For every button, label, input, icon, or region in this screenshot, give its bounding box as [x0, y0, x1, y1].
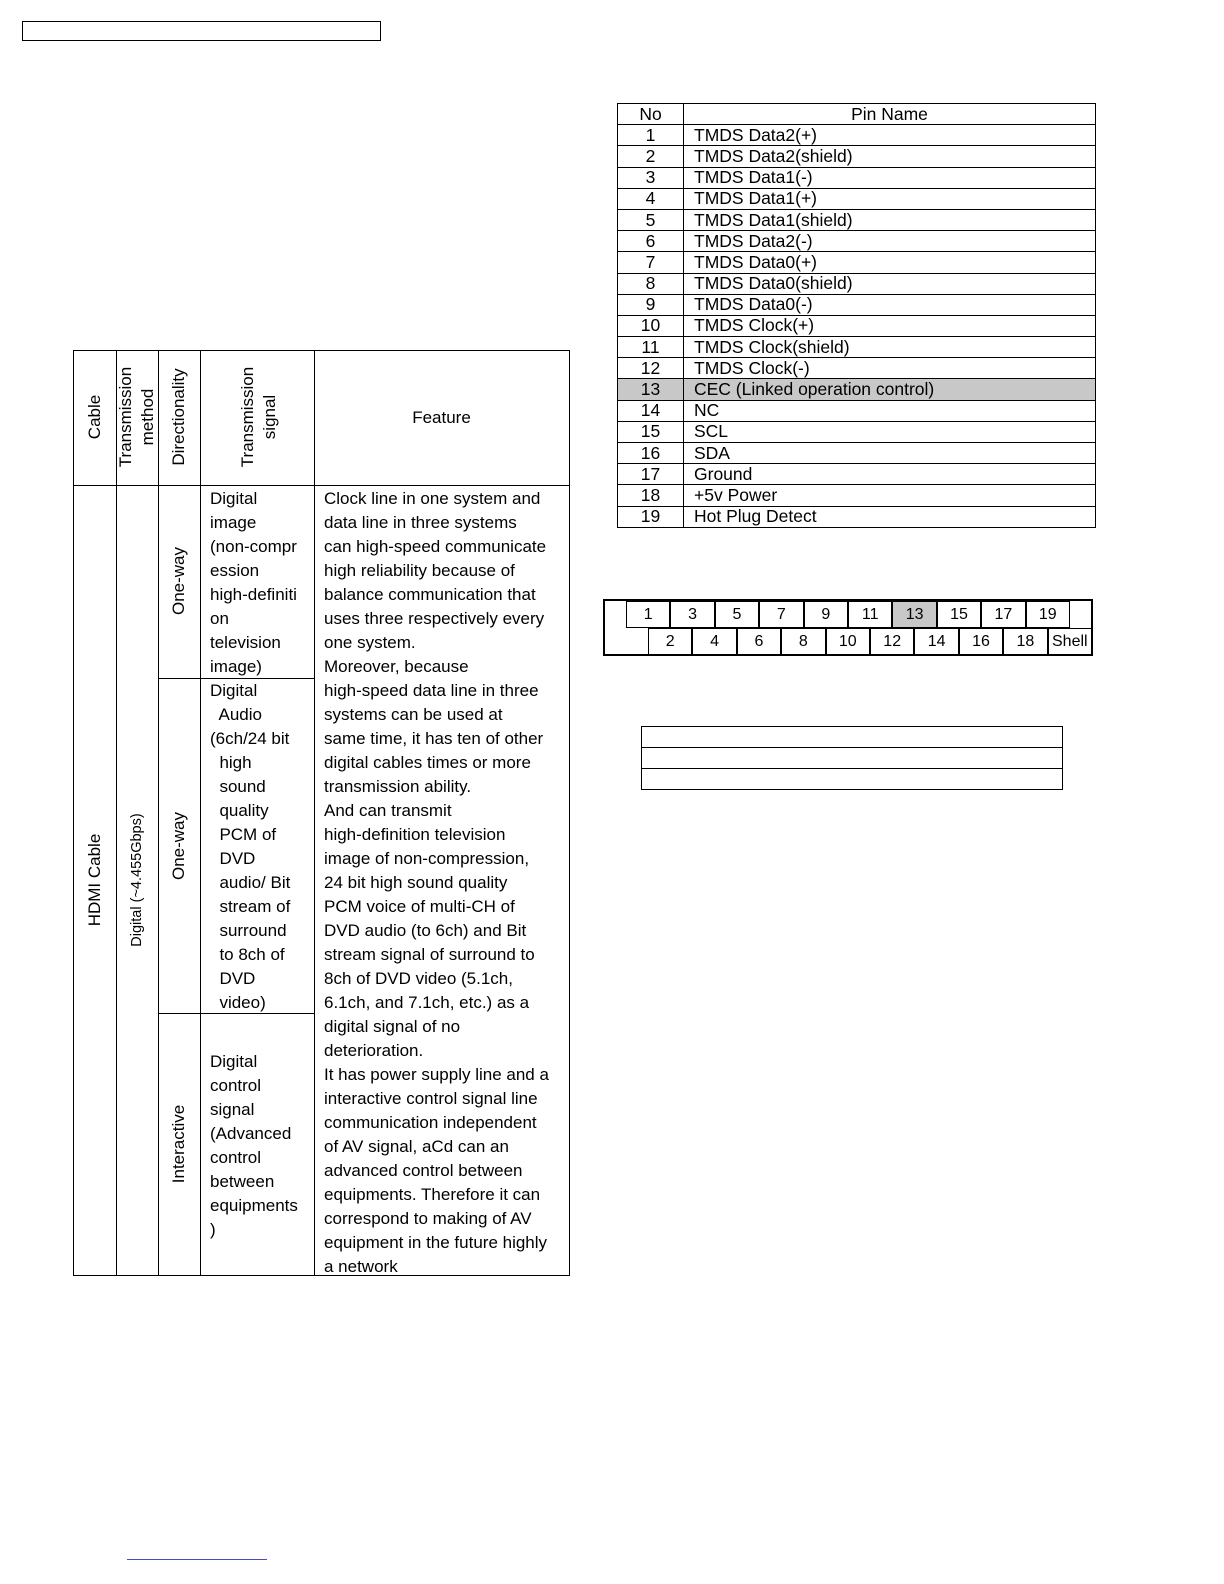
pin-no: 17: [618, 464, 684, 485]
connector-pin-4: 4: [692, 628, 736, 655]
table-row: [618, 252, 1096, 273]
pin-name: TMDS Data1(-): [684, 167, 1096, 188]
table-row: [618, 421, 1096, 442]
empty-table: [641, 726, 1063, 790]
pin-header-no: No: [618, 104, 684, 125]
pin-name: TMDS Data0(+): [684, 252, 1096, 273]
table-row: [618, 125, 1096, 146]
table-row: [618, 379, 1096, 400]
pin-no: 12: [618, 358, 684, 379]
pin-no: 6: [618, 231, 684, 252]
pin-no: 3: [618, 167, 684, 188]
pin-header-name: Pin Name: [684, 104, 1096, 125]
pin-name: TMDS Clock(+): [684, 315, 1096, 336]
cable-value: HDMI Cable: [85, 833, 104, 927]
pin-name: NC: [684, 400, 1096, 421]
connector-pin-12: 12: [870, 628, 914, 655]
pin-no: 8: [618, 273, 684, 294]
connector-pin-10: 10: [826, 628, 870, 655]
connector-pin-1: 1: [626, 601, 670, 628]
table-row: [618, 209, 1096, 230]
table-row: [618, 400, 1096, 421]
pin-name: +5v Power: [684, 485, 1096, 506]
connector-pin-13: 13: [892, 601, 936, 628]
pin-no: 13: [618, 379, 684, 400]
pin-name: TMDS Data1(shield): [684, 209, 1096, 230]
header-feature: Feature: [412, 408, 471, 427]
direction-row-1: One-way: [169, 546, 188, 616]
table-row: [618, 485, 1096, 506]
feature-table: [73, 350, 570, 1276]
pin-no: 18: [618, 485, 684, 506]
pin-name: CEC (Linked operation control): [684, 379, 1096, 400]
hdmi-connector-diagram: [603, 599, 1093, 656]
pin-name: TMDS Data2(-): [684, 231, 1096, 252]
pin-name: TMDS Data1(+): [684, 188, 1096, 209]
connector-pin-19: 19: [1026, 601, 1070, 628]
table-row: [642, 727, 1063, 748]
table-row: [618, 337, 1096, 358]
pin-name: SDA: [684, 443, 1096, 464]
pin-no: 7: [618, 252, 684, 273]
feature-text: Clock line in one system and data line in three systems can high-speed communicate high reliability because of balance communication that uses three respectively every one system. Moreover, because high-speed data line in three systems can be used at same time, it has ten of other digital cables times or more transmission ability. And can transmit high-definition television image of non-compression, 24 bit high sound quality PCM voice of multi-CH of DVD audio (to 6ch) and Bit stream signal of surround to 8ch of DVD video (5.1ch, 6.1ch, and 7.1ch, etc.) as a digital signal of no deterioration. It has power supply line and a interactive control signal line communication independent of AV signal, aCd can an advanced control between equipments. Therefore it can correspond to making of AV equipment in the future highly a network: [324, 489, 549, 1276]
connector-pin-17: 17: [981, 601, 1025, 628]
table-row: [618, 506, 1096, 527]
pin-name: SCL: [684, 421, 1096, 442]
pin-no: 1: [618, 125, 684, 146]
pin-name: TMDS Clock(-): [684, 358, 1096, 379]
pin-name: TMDS Data2(+): [684, 125, 1096, 146]
pin-no: 15: [618, 421, 684, 442]
header-transmission-method: Transmission method: [116, 366, 157, 468]
table-row: [618, 231, 1096, 252]
pin-name: TMDS Clock(shield): [684, 337, 1096, 358]
pin-no: 10: [618, 315, 684, 336]
header-box: [22, 21, 381, 41]
header-cable: Cable: [85, 394, 104, 440]
pin-table: [617, 103, 1096, 528]
connector-pin-14: 14: [914, 628, 958, 655]
connector-pin-5: 5: [715, 601, 759, 628]
pin-no: 9: [618, 294, 684, 315]
table-row: [618, 358, 1096, 379]
table-row: [618, 273, 1096, 294]
pin-name: Hot Plug Detect: [684, 506, 1096, 527]
signal-row-1: Digital image (non-compr ession high-definiti on television image): [210, 489, 297, 676]
table-row: [618, 315, 1096, 336]
table-row: [618, 146, 1096, 167]
connector-pin-6: 6: [737, 628, 781, 655]
transmission-method-value: Digital (~4.455Gbps): [129, 813, 145, 947]
table-row: [618, 167, 1096, 188]
pin-no: 11: [618, 337, 684, 358]
connector-pin-2: 2: [648, 628, 692, 655]
pin-name: Ground: [684, 464, 1096, 485]
header-transmission-signal: Transmission signal: [238, 366, 279, 468]
pin-no: 19: [618, 506, 684, 527]
table-row: [642, 769, 1063, 790]
signal-row-2: Digital Audio (6ch/24 bit high sound quality PCM of DVD audio/ Bit stream of surround to 8ch of DVD video): [210, 681, 291, 1012]
header-directionality: Directionality: [169, 368, 188, 466]
connector-pin-15: 15: [937, 601, 981, 628]
table-row: [618, 443, 1096, 464]
connector-pin-18: 18: [1003, 628, 1047, 655]
signal-row-3: Digital control signal (Advanced control between equipments ): [210, 1052, 298, 1239]
connector-pin-11: 11: [848, 601, 892, 628]
connector-pin-8: 8: [781, 628, 825, 655]
direction-row-3: Interactive: [169, 1104, 188, 1184]
table-row: [642, 748, 1063, 769]
pin-name: TMDS Data2(shield): [684, 146, 1096, 167]
connector-pin-shell: Shell: [1048, 628, 1092, 655]
table-row: [618, 294, 1096, 315]
connector-pin-9: 9: [804, 601, 848, 628]
table-row: [618, 464, 1096, 485]
pin-no: 16: [618, 443, 684, 464]
table-row: [618, 188, 1096, 209]
pin-name: TMDS Data0(-): [684, 294, 1096, 315]
pin-no: 5: [618, 209, 684, 230]
pin-no: 2: [618, 146, 684, 167]
pin-no: 4: [618, 188, 684, 209]
pin-no: 14: [618, 400, 684, 421]
pin-name: TMDS Data0(shield): [684, 273, 1096, 294]
connector-pin-16: 16: [959, 628, 1003, 655]
footer-link-line: [127, 1559, 267, 1560]
connector-pin-3: 3: [670, 601, 714, 628]
direction-row-2: One-way: [169, 811, 188, 881]
connector-pin-7: 7: [759, 601, 803, 628]
